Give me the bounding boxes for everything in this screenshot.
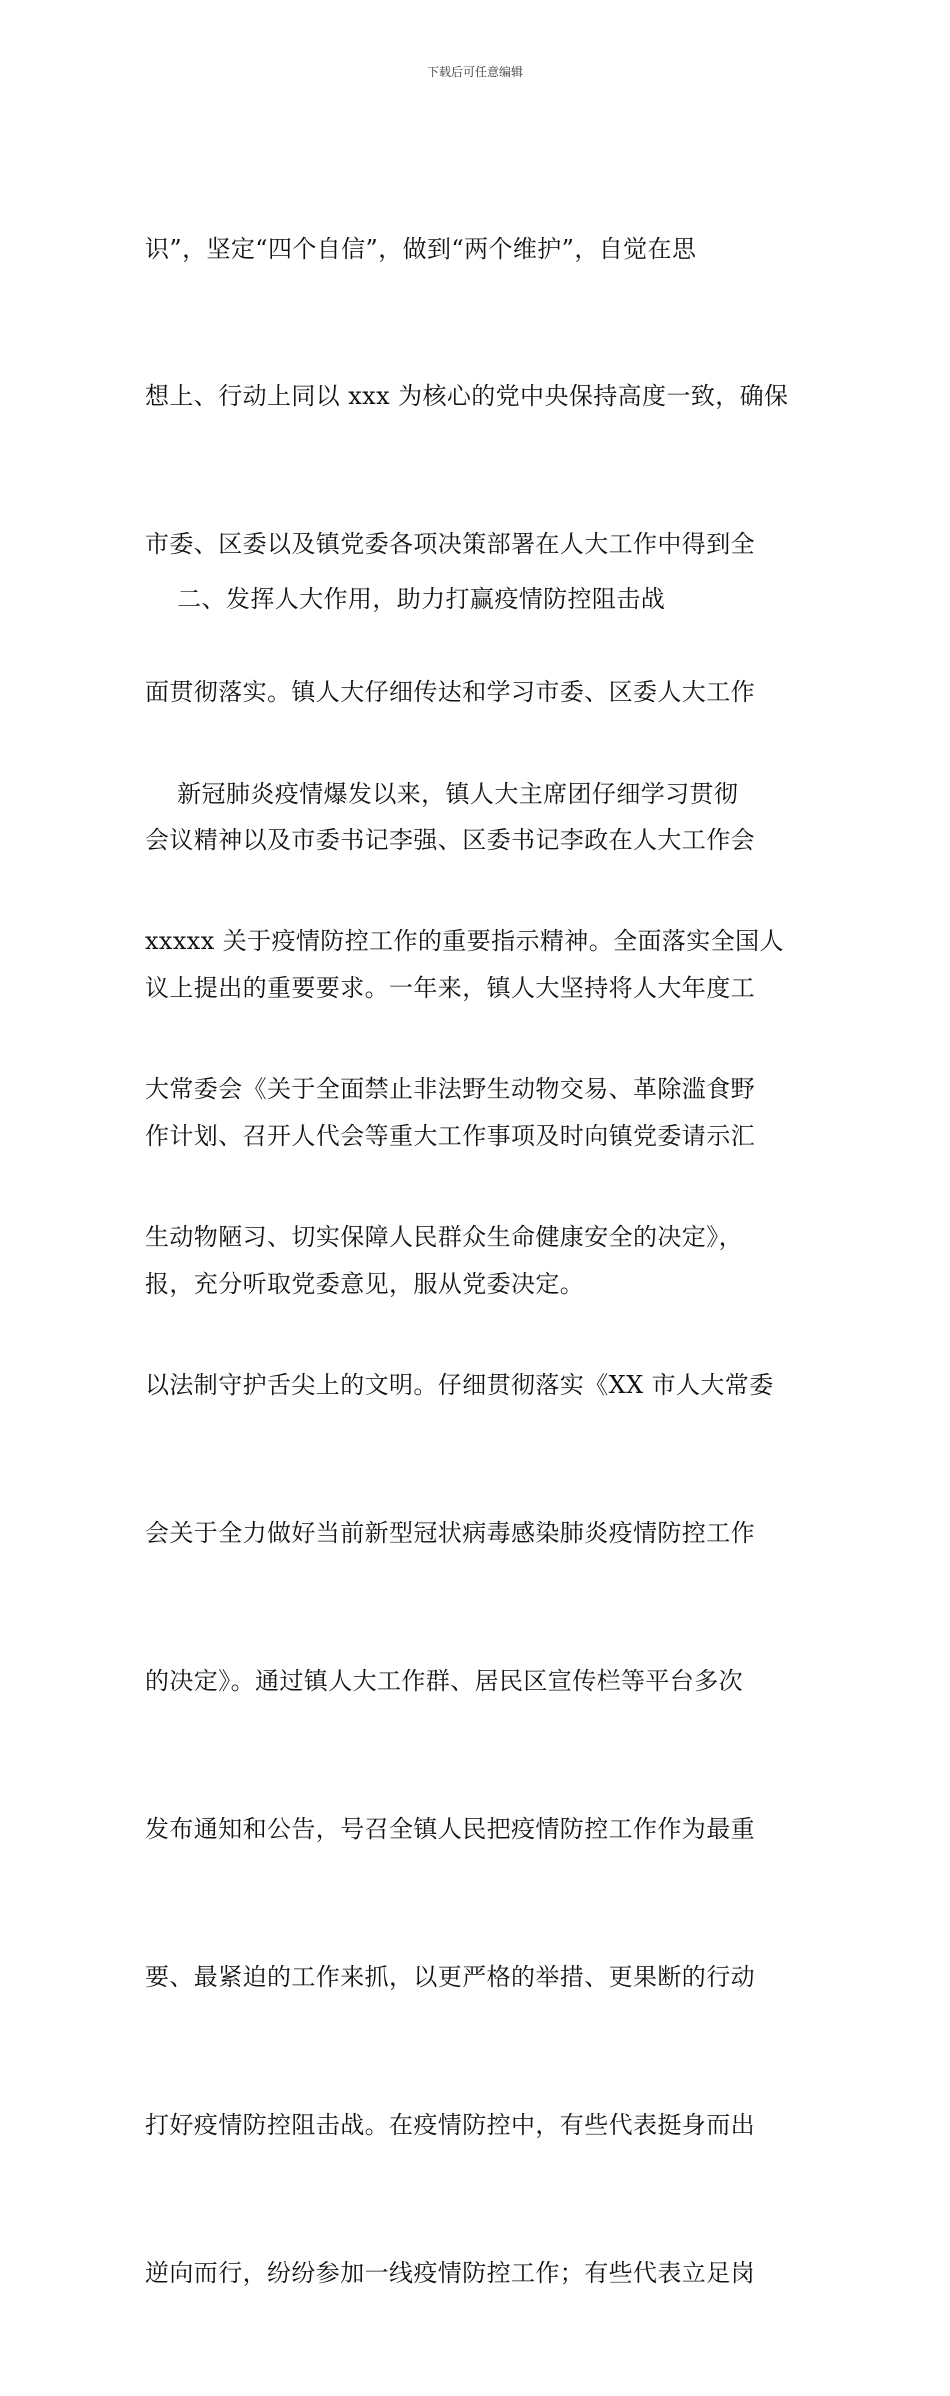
paragraph-line: 报，充分听取党委意见，服从党委决定。 [145, 1269, 585, 1298]
paragraph-line: 逆向而行，纷纷参加一线疫情防控工作；有些代表立足岗 [145, 2258, 755, 2287]
paragraph-line: 打好疫情防控阻击战。在疫情防控中，有些代表挺身而出 [145, 2110, 755, 2139]
paragraph-line: 市委、区委以及镇党委各项决策部署在人大工作中得到全 [145, 530, 755, 559]
paragraph-line: 生动物陋习、切实保障人民群众生命健康安全的决定》， [145, 1223, 743, 1252]
paragraph-line: 的决定》。通过镇人大工作群、居民区宣传栏等平台多次 [145, 1666, 743, 1695]
paragraph-2 [145, 671, 810, 2396]
paragraph-line: 面贯彻落实。镇人大仔细传达和学习市委、区委人大工作 [145, 678, 755, 707]
section-heading: 二、发挥人大作用，助力打赢疫情防控阻击战 [145, 585, 666, 613]
paragraph-line: 议上提出的重要要求。一年来，镇人大坚持将人大年度工 [145, 974, 755, 1003]
paragraph-line: 会关于全力做好当前新型冠状病毒感染肺炎疫情防控工作 [145, 1519, 755, 1548]
paragraph-line: xxxxx 关于疫情防控工作的重要指示精神。全面落实全国人 [145, 927, 784, 956]
paragraph-line: 作计划、召开人代会等重大工作事项及时向镇党委请示汇 [145, 1121, 755, 1150]
page-header: 下载后可任意编辑 [426, 65, 523, 79]
paragraph-line: 大常委会《关于全面禁止非法野生动物交易、革除滥食野 [145, 1075, 755, 1104]
paragraph-line: 识”，坚定“四个自信”，做到“两个维护”，自觉在思 [145, 234, 697, 263]
paragraph-line: 想上、行动上同以 xxx 为核心的党中央保持高度一致，确保 [145, 382, 789, 411]
paragraph-line: 以法制守护舌尖上的文明。仔细贯彻落实《XX 市人大常委 [145, 1371, 774, 1400]
paragraph-line: 要、最紧迫的工作来抓，以更严格的举措、更果断的行动 [145, 1962, 755, 1991]
paragraph-line: 会议精神以及市委书记李强、区委书记李政在人大工作会 [145, 826, 755, 855]
paragraph-line: 新冠肺炎疫情爆发以来，镇人大主席团仔细学习贯彻 [145, 779, 739, 808]
paragraph-line: 发布通知和公告，号召全镇人民把疫情防控工作作为最重 [145, 1814, 755, 1843]
